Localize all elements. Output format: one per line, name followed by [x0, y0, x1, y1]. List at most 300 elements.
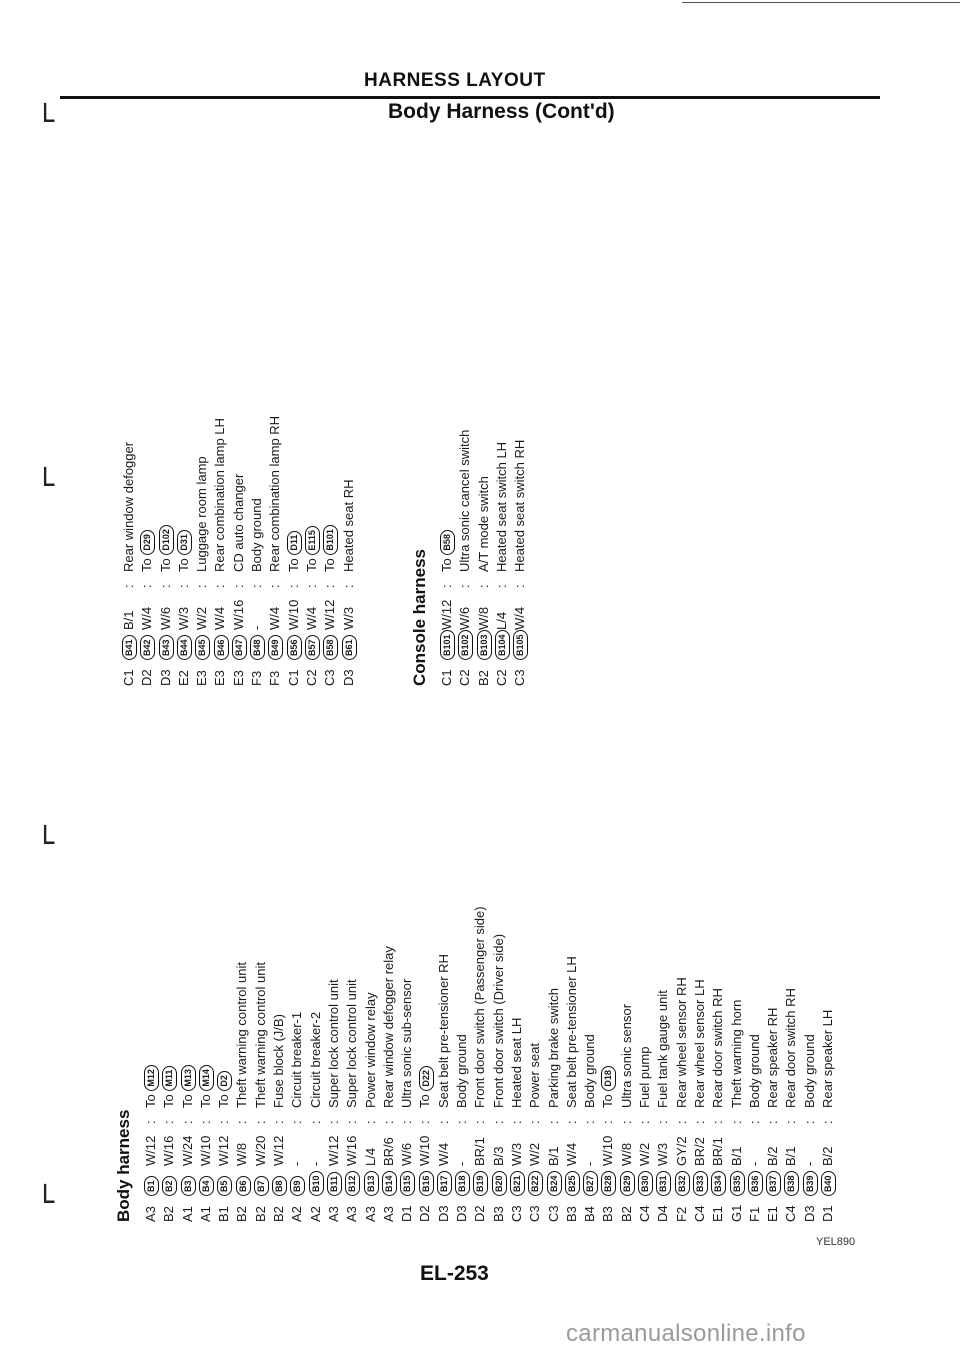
connector-id-cell: [307, 1166, 325, 1196]
connector-position: E1: [710, 1206, 726, 1222]
connector-id-badge: B47: [232, 635, 247, 660]
connector-id-cell: [266, 630, 284, 660]
connector-position: A3: [325, 1206, 341, 1222]
destination-text: Fuse block (J/B): [271, 1014, 287, 1108]
destination-text: To: [197, 1094, 213, 1108]
connector-id-badge: B4: [199, 1176, 214, 1196]
separator-colon: :: [194, 584, 210, 588]
destination-text: Heated seat switch LH: [493, 441, 509, 572]
connector-color-pins: -: [307, 1161, 323, 1166]
connector-position: D3: [435, 1205, 451, 1222]
connector-id-cell: [581, 1166, 599, 1196]
page-header: [0, 0, 960, 140]
separator-colon: :: [475, 584, 491, 588]
connector-id-badge: B14: [382, 1171, 397, 1196]
destination-text: Heated seat RH: [340, 479, 356, 572]
connector-row: [380, 906, 398, 1222]
connector-position: E2: [175, 670, 191, 686]
connector-id-cell: [545, 1166, 563, 1196]
destination-connector-badge: D29: [140, 530, 155, 555]
connector-id-badge: B18: [455, 1171, 470, 1196]
destination-text: Front door switch (Driver side): [490, 933, 506, 1108]
connector-id-badge: B57: [305, 635, 320, 660]
connector-row: [233, 906, 251, 1222]
connector-color-pins: W/6: [399, 1142, 415, 1166]
connector-id-cell: [340, 630, 358, 660]
connector-color-pins: W/4: [267, 606, 283, 630]
connector-row: [230, 416, 248, 686]
connector-color-pins: W/10: [417, 1135, 433, 1166]
connector-destination: [248, 498, 266, 572]
separator-colon: :: [512, 584, 528, 588]
separator-colon: :: [380, 1120, 396, 1124]
separator-colon: :: [362, 1120, 378, 1124]
connector-row: [340, 416, 358, 686]
separator-colon: :: [271, 1120, 287, 1124]
separator-colon: :: [249, 584, 265, 588]
connector-position: B1: [216, 1206, 232, 1222]
connector-position: B2: [161, 1206, 177, 1222]
connector-id-cell: [453, 1166, 471, 1196]
connector-id-badge: B33: [693, 1171, 708, 1196]
connector-id-cell: [490, 1166, 508, 1196]
separator-colon: :: [545, 1120, 561, 1124]
connector-row: [285, 416, 303, 686]
destination-text: Rear speaker LH: [819, 1009, 835, 1108]
connector-row: [599, 906, 617, 1222]
separator-colon: :: [600, 1120, 616, 1124]
connector-position: C4: [637, 1205, 653, 1222]
destination-text: Rear combination lamp LH: [212, 418, 228, 572]
connector-position: A1: [197, 1206, 213, 1222]
connector-id-badge: B46: [214, 635, 229, 660]
connector-destination: [746, 1034, 764, 1108]
connector-row: [636, 906, 654, 1222]
connector-destination: [142, 1065, 160, 1108]
destination-text: Theft warning control unit: [252, 962, 268, 1108]
connector-id-badge: B25: [565, 1171, 580, 1196]
connector-id-badge: B24: [547, 1171, 562, 1196]
connector-id-cell: [456, 630, 474, 660]
connector-row: [325, 906, 343, 1222]
connector-id-cell: [230, 630, 248, 660]
connector-id-badge: B12: [345, 1171, 360, 1196]
connector-id-cell: [270, 1166, 288, 1196]
connector-color-pins: W/3: [175, 606, 191, 630]
connector-id-cell: [175, 630, 193, 660]
connector-color-pins: B/1: [545, 1146, 561, 1166]
connector-id-badge: B28: [601, 1171, 616, 1196]
connector-color-pins: W/6: [457, 606, 473, 630]
connector-color-pins: W/2: [637, 1142, 653, 1166]
connector-color-pins: W/4: [435, 1142, 451, 1166]
separator-colon: :: [655, 1120, 671, 1124]
connector-id-badge: B44: [177, 635, 192, 660]
connector-position: E3: [194, 670, 210, 686]
destination-connector-badge: B101: [323, 525, 338, 555]
connector-id-cell: [493, 630, 511, 660]
connector-id-badge: B19: [473, 1171, 488, 1196]
connector-destination: [801, 1034, 819, 1108]
connector-position: F2: [673, 1206, 689, 1222]
connector-id-cell: [215, 1166, 233, 1196]
page-title: HARNESS LAYOUT: [364, 70, 546, 91]
connector-row: [142, 906, 160, 1222]
connector-row: [303, 416, 321, 686]
connector-destination: [138, 530, 156, 572]
connector-color-pins: BR/2: [691, 1137, 707, 1166]
destination-text: Circuit breaker-1: [289, 1011, 305, 1108]
destination-text: Super lock control unit: [344, 979, 360, 1108]
connector-destination: [581, 1034, 599, 1108]
separator-colon: :: [212, 584, 228, 588]
connector-destination: [270, 1014, 288, 1108]
connector-color-pins: W/12: [271, 1135, 287, 1166]
connector-id-cell: [142, 1166, 160, 1196]
connector-color-pins: W/10: [600, 1135, 616, 1166]
destination-text: Ultra sonic sub-sensor: [399, 978, 415, 1108]
separator-colon: :: [179, 1120, 195, 1124]
connector-id-cell: [380, 1166, 398, 1196]
connector-position: D1: [399, 1205, 415, 1222]
connector-position: F3: [249, 670, 265, 686]
destination-text: Power seat: [527, 1042, 543, 1108]
separator-colon: :: [746, 1120, 762, 1124]
separator-colon: :: [230, 584, 246, 588]
connector-id-cell: [438, 630, 456, 660]
separator-colon: :: [303, 584, 319, 588]
connector-color-pins: B/1: [728, 1146, 744, 1166]
connector-row: [248, 416, 266, 686]
connector-color-pins: W/12: [325, 1135, 341, 1166]
connector-id-cell: [728, 1166, 746, 1196]
connector-row: [526, 906, 544, 1222]
separator-colon: :: [728, 1120, 744, 1124]
connector-row: [511, 430, 529, 686]
connector-row: [764, 906, 782, 1222]
connector-id-badge: B105: [513, 630, 528, 660]
connector-id-badge: B17: [437, 1171, 452, 1196]
separator-colon: :: [267, 584, 283, 588]
destination-text: To: [139, 558, 155, 572]
destination-text: Luggage room lamp: [194, 456, 210, 572]
connector-color-pins: W/4: [512, 606, 528, 630]
connector-id-badge: B58: [323, 635, 338, 660]
connector-destination: [764, 1008, 782, 1108]
connector-position: B2: [271, 1206, 287, 1222]
connector-destination: [179, 1065, 197, 1108]
separator-colon: :: [618, 1120, 634, 1124]
connector-position: C3: [527, 1205, 543, 1222]
separator-colon: :: [139, 584, 155, 588]
connector-row: [307, 906, 325, 1222]
connector-id-badge: B15: [400, 1171, 415, 1196]
connector-destination: [380, 946, 398, 1108]
connector-position: F1: [746, 1206, 762, 1222]
connector-id-cell: [120, 630, 138, 660]
connector-id-badge: B38: [784, 1171, 799, 1196]
connector-destination: [490, 934, 508, 1108]
connector-color-pins: L/4: [362, 1147, 378, 1166]
connector-destination: [511, 440, 529, 572]
connector-row: [211, 416, 229, 686]
connector-id-cell: [709, 1166, 727, 1196]
connector-row: [197, 906, 215, 1222]
connector-color-pins: W/16: [161, 1135, 177, 1166]
connector-color-pins: W/3: [508, 1142, 524, 1166]
connector-destination: [230, 474, 248, 572]
connector-destination: [303, 526, 321, 572]
connector-color-pins: W/12: [216, 1135, 232, 1166]
connector-position: D4: [655, 1205, 671, 1222]
destination-text: Theft warning control unit: [234, 962, 250, 1108]
connector-color-pins: BR/6: [380, 1137, 396, 1166]
destination-text: Theft warning horn: [728, 999, 744, 1108]
connector-destination: [456, 430, 474, 572]
connector-row: [545, 906, 563, 1222]
body-harness-title: Body harness: [114, 1109, 133, 1222]
connector-row: [288, 906, 306, 1222]
connector-destination: [266, 416, 284, 572]
connector-row: [398, 906, 416, 1222]
connector-row: [475, 430, 493, 686]
destination-text: Circuit breaker-2: [307, 1011, 323, 1108]
connector-color-pins: -: [454, 1161, 470, 1166]
connector-id-badge: B39: [803, 1171, 818, 1196]
console-harness-rows: [438, 430, 529, 686]
connector-id-badge: B6: [236, 1176, 251, 1196]
connector-row: [138, 416, 156, 686]
destination-connector-badge: M12: [144, 1065, 159, 1091]
connector-id-badge: B36: [748, 1171, 763, 1196]
connector-id-badge: B11: [327, 1172, 342, 1196]
connector-destination: [545, 988, 563, 1108]
connector-color-pins: B/2: [819, 1146, 835, 1166]
connector-color-pins: W/12: [143, 1135, 158, 1166]
connector-destination: [673, 977, 691, 1108]
connector-position: B3: [600, 1206, 616, 1222]
separator-colon: :: [673, 1120, 689, 1124]
destination-text: Rear wheel sensor LH: [691, 979, 707, 1108]
connector-color-pins: W/2: [527, 1142, 543, 1166]
binder-mark: └: [36, 1185, 55, 1220]
destination-connector-badge: E115: [305, 526, 320, 555]
connector-color-pins: -: [746, 1161, 762, 1166]
connector-id-badge: B5: [217, 1176, 232, 1196]
connector-id-cell: [285, 630, 303, 660]
destination-connector-badge: D22: [419, 1066, 434, 1091]
connector-destination: [654, 990, 672, 1108]
connector-id-cell: [563, 1166, 581, 1196]
connector-id-badge: B104: [495, 630, 510, 660]
connector-color-pins: W/4: [139, 606, 155, 630]
connector-row: [618, 906, 636, 1222]
connector-color-pins: -: [249, 625, 265, 630]
connector-color-pins: W/24: [179, 1135, 195, 1166]
connector-id-badge: B3: [181, 1176, 196, 1196]
connector-id-badge: B32: [675, 1171, 690, 1196]
destination-connector-badge: M11: [162, 1066, 177, 1091]
connector-id-badge: B8: [272, 1176, 287, 1196]
connector-destination: [416, 1066, 434, 1108]
connector-row: [471, 906, 489, 1222]
destination-text: To: [157, 558, 173, 572]
connector-id-cell: [160, 1166, 178, 1196]
connector-id-badge: B37: [766, 1171, 781, 1196]
connector-position: D1: [819, 1205, 835, 1222]
destination-text: Rear window defogger: [121, 441, 136, 572]
connector-id-cell: [303, 630, 321, 660]
separator-colon: :: [344, 1120, 360, 1124]
separator-colon: :: [435, 1120, 451, 1124]
connector-id-cell: [252, 1166, 270, 1196]
connector-destination: [691, 979, 709, 1108]
destination-text: To: [322, 558, 338, 572]
connector-destination: [362, 992, 380, 1108]
connector-position: B2: [234, 1206, 250, 1222]
connector-position: C1: [285, 669, 301, 686]
console-harness-list: [408, 430, 529, 686]
connector-position: A1: [179, 1206, 195, 1222]
destination-text: Rear window defogger relay: [380, 946, 396, 1108]
destination-text: To: [439, 558, 454, 572]
connector-color-pins: -: [801, 1161, 817, 1166]
connector-position: D2: [472, 1205, 488, 1222]
separator-colon: :: [322, 584, 338, 588]
destination-connector-badge: M14: [199, 1065, 214, 1091]
connector-row: [438, 430, 456, 686]
connector-id-cell: [673, 1166, 691, 1196]
connector-row: [746, 906, 764, 1222]
connector-color-pins: W/2: [194, 606, 210, 630]
destination-text: A/T mode switch: [475, 476, 491, 572]
destination-text: To: [175, 558, 191, 572]
separator-colon: :: [197, 1120, 213, 1124]
destination-text: Seat belt pre-tensioner LH: [563, 956, 579, 1108]
connector-id-badge: B22: [528, 1171, 543, 1196]
destination-text: To: [161, 1094, 177, 1108]
separator-colon: :: [490, 1120, 506, 1124]
connector-position: E3: [230, 670, 246, 686]
separator-colon: :: [563, 1120, 579, 1124]
connector-row: [819, 906, 837, 1222]
connector-position: D3: [340, 669, 356, 686]
destination-text: Rear door switch RH: [710, 988, 726, 1108]
destination-connector-badge: D2: [217, 1071, 232, 1091]
connector-id-cell: [636, 1166, 654, 1196]
connector-destination: [197, 1065, 215, 1108]
destination-text: CD auto changer: [230, 473, 246, 572]
separator-colon: :: [493, 584, 509, 588]
body-harness-rows: [142, 906, 837, 1222]
connector-id-badge: B48: [250, 635, 265, 660]
top-edge-rule: [682, 2, 960, 3]
connector-destination: [321, 525, 339, 572]
connector-position: C2: [493, 669, 509, 686]
connector-color-pins: W/8: [475, 606, 491, 630]
connector-id-badge: B45: [195, 635, 210, 660]
connector-position: A3: [380, 1206, 396, 1222]
separator-colon: :: [765, 1120, 781, 1124]
connector-row: [193, 416, 211, 686]
connector-id-badge: B30: [638, 1171, 653, 1196]
connector-row: [728, 906, 746, 1222]
connector-row: [490, 906, 508, 1222]
connector-id-badge: B102: [458, 630, 473, 660]
connector-color-pins: W/16: [344, 1135, 360, 1166]
connector-destination: [307, 1012, 325, 1108]
connector-row: [179, 906, 197, 1222]
separator-colon: :: [710, 1120, 726, 1124]
connector-id-badge: B21: [510, 1171, 525, 1196]
separator-colon: :: [175, 584, 191, 588]
watermark: carmanualsonline.info: [566, 1320, 806, 1347]
connector-color-pins: B/3: [490, 1146, 506, 1166]
destination-text: Fuel pump: [637, 1046, 653, 1108]
connector-id-cell: [782, 1166, 800, 1196]
connector-position: C2: [303, 669, 319, 686]
connector-position: G1: [728, 1204, 744, 1222]
connector-destination: [233, 962, 251, 1108]
connector-row: [581, 906, 599, 1222]
connector-color-pins: W/12: [322, 599, 338, 630]
separator-colon: :: [801, 1120, 817, 1124]
connector-destination: [438, 530, 456, 572]
destination-text: Heated seat switch RH: [512, 439, 528, 572]
connector-position: C2: [457, 669, 473, 686]
connector-row: [691, 906, 709, 1222]
connector-id-cell: [511, 630, 529, 660]
connector-position: C4: [783, 1205, 799, 1222]
destination-connector-badge: D102: [159, 525, 174, 555]
connector-row: [801, 906, 819, 1222]
destination-text: Ultra sonic cancel switch: [457, 429, 473, 572]
connector-id-badge: B40: [821, 1171, 836, 1196]
connector-position: B2: [618, 1206, 634, 1222]
console-harness-title: Console harness: [410, 549, 429, 686]
connector-id-cell: [362, 1166, 380, 1196]
connector-id-badge: B35: [730, 1171, 745, 1196]
destination-text: Rear speaker RH: [765, 1007, 781, 1108]
destination-text: Body ground: [582, 1034, 598, 1108]
body-harness-list: [112, 906, 837, 1222]
separator-colon: :: [340, 584, 356, 588]
connector-position: C3: [512, 669, 528, 686]
destination-text: Rear wheel sensor RH: [673, 977, 689, 1108]
connector-id-badge: B27: [583, 1171, 598, 1196]
connector-color-pins: W/3: [655, 1142, 671, 1166]
separator-colon: :: [143, 1120, 158, 1124]
connector-id-cell: [233, 1166, 251, 1196]
connector-id-cell: [691, 1166, 709, 1196]
connector-id-badge: B1: [144, 1176, 159, 1196]
destination-text: Body ground: [746, 1034, 762, 1108]
connector-destination: [288, 1012, 306, 1108]
separator-colon: :: [637, 1120, 653, 1124]
connector-color-pins: -: [582, 1161, 598, 1166]
connector-id-cell: [398, 1166, 416, 1196]
connector-row: [654, 906, 672, 1222]
connector-position: B3: [563, 1206, 579, 1222]
destination-text: Ultra sonic sensor: [618, 1003, 634, 1108]
connector-id-badge: B9: [290, 1176, 305, 1196]
destination-text: To: [216, 1094, 232, 1108]
destination-text: Body ground: [249, 498, 265, 572]
header-rule: [60, 96, 880, 99]
connector-id-cell: [248, 630, 266, 660]
connector-position: B3: [490, 1206, 506, 1222]
connector-id-cell: [197, 1166, 215, 1196]
